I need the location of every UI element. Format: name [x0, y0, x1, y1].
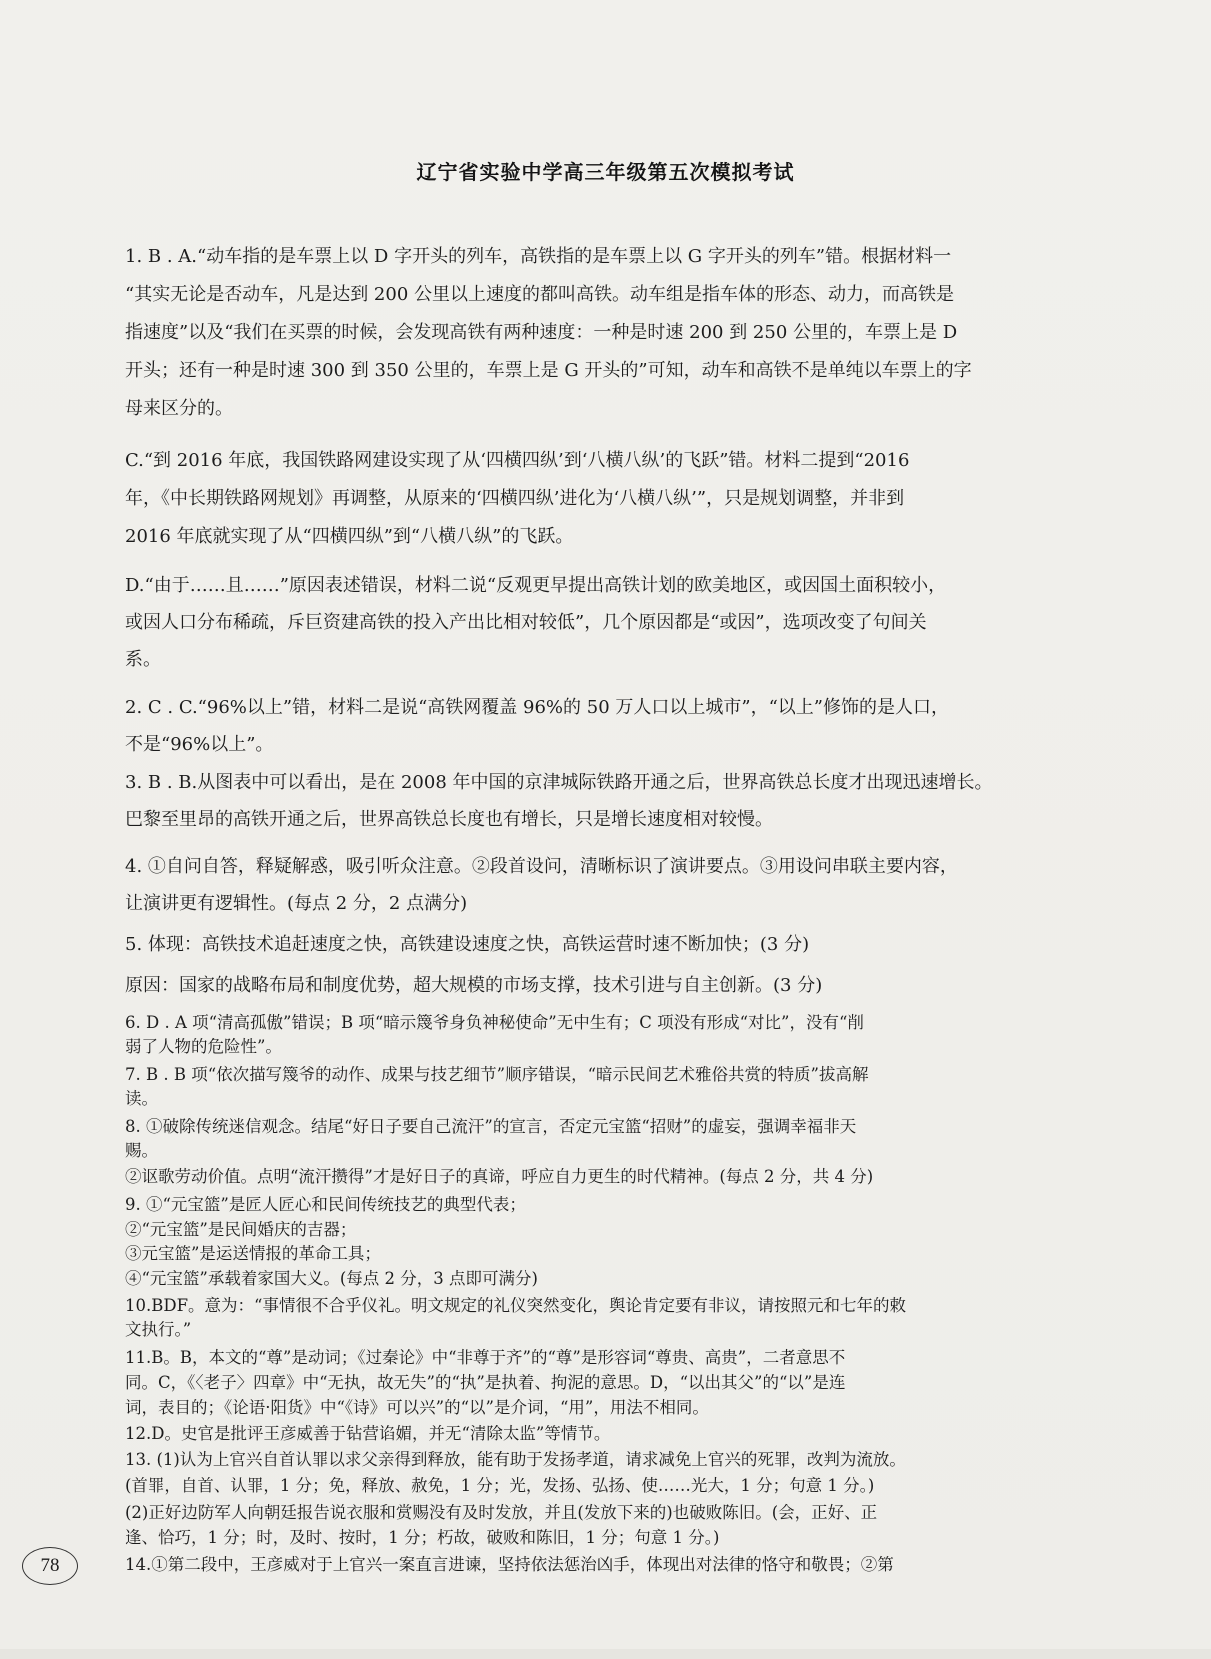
- text-line: 14.①第二段中，王彦威对于上官兴一案直言进谏，坚持依法惩治凶手，体现出对法律的恪守和敬畏；②第: [125, 1555, 894, 1574]
- text-line: 不是“96%以上”。: [125, 734, 274, 755]
- text-line: 年，《中长期铁路网规划》再调整，从原来的‘四横四纵’进化为‘八横八纵’”，只是规划调整，并非到: [125, 488, 905, 509]
- text-line: 2. C . C.“96%以上”错，材料二是说“高铁网覆盖 96%的 50 万人口以上城市”，“以上”修饰的是人口，: [125, 697, 949, 718]
- text-line: 词，表目的；《论语·阳货》中“《诗》可以兴”的“以”是介词，“用”，用法不相同。: [125, 1398, 709, 1417]
- text-line: 巴黎至里昂的高铁开通之后，世界高铁总长度也有增长，只是增长速度相对较慢。: [125, 809, 773, 830]
- page-bottom-edge: [0, 1649, 1211, 1659]
- text-line: 12.D。史官是批评王彦威善于钻营谄媚，并无“清除太监”等情节。: [125, 1424, 611, 1443]
- text-line: 文执行。”: [125, 1320, 192, 1339]
- text-line: “其实无论是否动车，凡是达到 200 公里以上速度的都叫高铁。动车组是指车体的形态、动力，而高铁是: [125, 284, 954, 305]
- document-title: 辽宁省实验中学高三年级第五次模拟考试: [416, 160, 795, 184]
- text-line: 赐。: [125, 1141, 158, 1160]
- text-line: (首罪，自首、认罪，1 分；免，释放、赦免，1 分；光，发扬、弘扬、使……光大，1 分；句意 1 分。): [125, 1476, 875, 1495]
- text-line: 7. B . B 项“依次描写篾爷的动作、成果与技艺细节”顺序错误，“暗示民间艺术雅俗共赏的特质”拔高解: [125, 1065, 869, 1084]
- text-line: 6. D . A 项“清高孤傲”错误；B 项“暗示篾爷身负神秘使命”无中生有；C 项没有形成“对比”，没有“削: [125, 1013, 864, 1032]
- text-line: 读。: [125, 1089, 158, 1108]
- text-line: ②讴歌劳动价值。点明“流汗攒得”才是好日子的真谛，呼应自力更生的时代精神。(每点 2 分，共 4 分): [125, 1167, 874, 1186]
- text-line: 逢、恰巧，1 分；时，及时、按时，1 分；朽故，破败和陈旧，1 分；句意 1 分。): [125, 1528, 720, 1547]
- text-line: ③元宝篮”是运送情报的革命工具；: [125, 1244, 381, 1263]
- text-line: 指速度”以及“我们在买票的时候，会发现高铁有两种速度：一种是时速 200 到 250 公里的，车票上是 D: [125, 322, 958, 343]
- text-line: 9. ①“元宝篮”是匠人匠心和民间传统技艺的典型代表；: [125, 1195, 526, 1214]
- text-line: 开头；还有一种是时速 300 到 350 公里的，车票上是 G 开头的”可知，动车和高铁不是单纯以车票上的字: [125, 360, 972, 381]
- text-line: 10.BDF。意为：“事情很不合乎仪礼。明文规定的礼仪突然变化，舆论肯定要有非议，请按照元和七年的敕: [125, 1296, 906, 1315]
- text-line: 5. 体现：高铁技术追赶速度之快，高铁建设速度之快，高铁运营时速不断加快；(3 分): [125, 934, 810, 955]
- text-line: D.“由于……且……”原因表述错误，材料二说“反观更早提出高铁计划的欧美地区，或因国土面积较小，: [125, 575, 947, 596]
- text-line: 4. ①自问自答，释疑解惑，吸引听众注意。②段首设问，清晰标识了演讲要点。③用设问串联主要内容，: [125, 856, 958, 877]
- text-line: 或因人口分布稀疏，斥巨资建高铁的投入产出比相对较低”，几个原因都是“或因”，选项改变了句间关: [125, 612, 927, 633]
- page-number: 78: [22, 1547, 78, 1585]
- text-line: ②“元宝篮”是民间婚庆的吉器；: [125, 1220, 357, 1239]
- text-line: 让演讲更有逻辑性。(每点 2 分，2 点满分): [125, 893, 468, 914]
- text-line: 13. (1)认为上官兴自首认罪以求父亲得到释放，能有助于发扬孝道，请求减免上官兴的死罪，改判为流放。: [125, 1450, 906, 1469]
- text-line: 11.B。B，本文的“尊”是动词；《过秦论》中“非尊于齐”的“尊”是形容词“尊贵、高贵”，二者意思不: [125, 1348, 846, 1367]
- text-line: (2)正好边防军人向朝廷报告说衣服和赏赐没有及时发放，并且(发放下来的)也破败陈旧。(会，正好、正: [125, 1503, 878, 1522]
- text-line: 系。: [125, 649, 161, 670]
- text-line: 3. B . B.从图表中可以看出，是在 2008 年中国的京津城际铁路开通之后，世界高铁总长度才出现迅速增长。: [125, 772, 993, 793]
- text-line: 2016 年底就实现了从“四横四纵”到“八横八纵”的飞跃。: [125, 526, 574, 547]
- text-line: 母来区分的。: [125, 398, 233, 419]
- text-line: ④“元宝篮”承载着家国大义。(每点 2 分，3 点即可满分): [125, 1269, 538, 1288]
- text-line: 弱了人物的危险性”。: [125, 1037, 282, 1056]
- text-line: 1. B . A.“动车指的是车票上以 D 字开头的列车，高铁指的是车票上以 G 字开头的列车”错。根据材料一: [125, 246, 952, 267]
- text-line: C.“到 2016 年底，我国铁路网建设实现了从‘四横四纵’到‘八横八纵’的飞跃”错。材料二提到“2016: [125, 450, 910, 471]
- text-line: 8. ①破除传统迷信观念。结尾“好日子要自己流汗”的宣言，否定元宝篮“招财”的虚妄，强调幸福非天: [125, 1117, 857, 1136]
- text-line: 同。C，《〈老子〉四章》中“无执，故无失”的“执”是执着、拘泥的意思。D，“以出其父”的“以”是连: [125, 1373, 846, 1392]
- text-line: 原因：国家的战略布局和制度优势，超大规模的市场支撑，技术引进与自主创新。(3 分): [125, 975, 823, 996]
